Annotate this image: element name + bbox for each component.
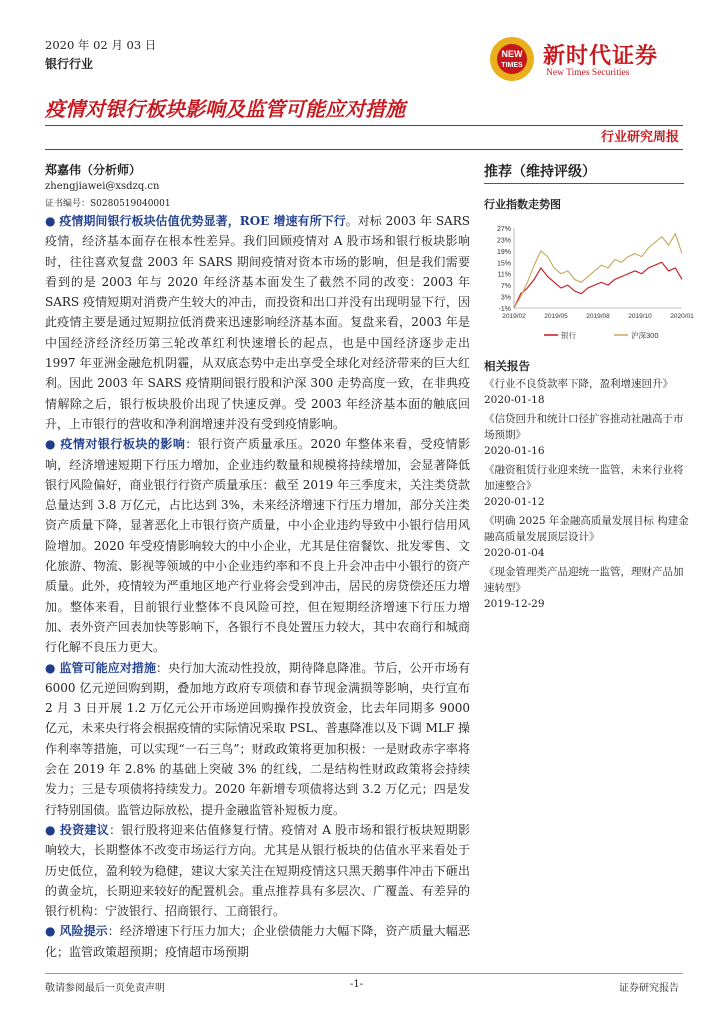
section-impact (45, 434, 470, 657)
report-link[interactable]: 《现金管理类产品迎统一监管，理财产品加速转型》 (484, 566, 684, 594)
x-tick-label: 2019/10 (628, 313, 652, 320)
related-reports-title: 相关报告 (484, 359, 530, 373)
bullet-icon: ● (45, 437, 56, 452)
report-date: 2020-01-18 (484, 394, 545, 406)
related-report-item[interactable] (484, 462, 689, 510)
y-tick-label: -1% (498, 306, 511, 313)
report-link[interactable]: 《信贷回升和统计口径扩容推动社融高于市场预期》 (484, 413, 684, 441)
header-divider (45, 125, 683, 126)
report-type: 行业研究周报 (600, 130, 679, 145)
sector-label: 银行行业 (45, 57, 94, 71)
section-advice (45, 820, 470, 921)
related-reports-list (484, 376, 689, 615)
section-body: ：银行股将迎来估值修复行情。疫情对 A 股市场和银行板块短期影响较大，长期整体不改变市场运行方向。尤其是从银行板块的估值水平来看处于历史低位，盈利较为稳健，建议大家关注在短期疫情这只黑天鹅事件冲击下砸出的黄金坑，长期迎来较好的配置机会。重点推荐具有多层次、广覆盖、有差异的银行机构：宁波银行、招商银行、工商银行。 (45, 822, 470, 919)
page-number: -1- (350, 979, 364, 990)
footer-label: 证券研究报告 (619, 983, 679, 994)
analyst-email[interactable]: zhengjiawei@xsdzq.cn (45, 181, 160, 192)
section-heading: 风险提示 (59, 924, 108, 939)
x-tick-label: 2019/02 (502, 313, 526, 320)
report-title: 疫情对银行板块影响及监管可能应对措施 (45, 97, 405, 121)
section-heading: 监管可能应对措施 (59, 660, 157, 675)
y-tick-label: 3% (500, 294, 511, 302)
section-heading: 疫情期间银行板块估值优势显著，ROE 增速有所下行 (59, 214, 346, 228)
bullet-icon: ● (45, 924, 56, 939)
y-tick-label: 19% (496, 248, 511, 256)
bullet-icon: ● (45, 660, 56, 675)
chart-heading: 行业指数走势图 (484, 198, 561, 211)
report-date: 2020 年 02 月 03 日 (45, 38, 157, 52)
bullet-icon: ● (45, 214, 56, 228)
series-line (514, 262, 682, 308)
report-link[interactable]: 《融资租赁行业迎来统一监管，未来行业将加速整合》 (484, 464, 684, 492)
y-tick-label: 15% (496, 260, 511, 268)
index-trend-chart (484, 222, 694, 352)
main-content (45, 211, 470, 962)
footer-divider (45, 973, 683, 974)
x-tick-label: 2019/08 (586, 313, 610, 320)
report-date: 2020-01-16 (484, 445, 545, 457)
footer-disclaimer[interactable]: 敬请参阅最后一页免责声明 (45, 983, 165, 994)
report-date: 2019-12-29 (484, 598, 545, 610)
analyst-name: 郑嘉伟（分析师） (45, 163, 142, 177)
y-tick-label: 27% (496, 226, 511, 233)
logo-mark-bottom: TIMES (501, 62, 523, 69)
y-tick-label: 7% (500, 283, 511, 291)
report-date: 2020-01-04 (484, 547, 545, 559)
company-name: 新时代证券 (543, 43, 659, 69)
section-body: ：央行加大流动性投放，期待降息降准。节后，公开市场有 6000 亿元逆回购到期，叠加地方政府专项债和春节现金满损等影响，央行宣布 2 月 3 日开展 1.2 万亿元公开市场逆回购操作投放资金，比去年同期多 9000 亿元，未来央行将会根据疫情的实际情况采取 PSL、普惠降准以及下调 MLF 操作利率等措施，可以实现“一石三鸟”；财政政策将更加积极：一是财政赤字率将会在 2019 年 2.8% 的基础上突破 3% 的红线，二是结构性财政政策将会持续发力；三是专项债将持续发力。2020 年新增专项债将达到 3.2 万亿元；四是发行特别国债。监管边际放松，提升金融监管补短板力度。 (45, 660, 470, 817)
section-regulation (45, 658, 470, 820)
section-heading: 疫情对银行板块的影响 (60, 437, 186, 452)
logo-mark-top: NEW (501, 49, 523, 59)
related-report-item[interactable] (484, 564, 689, 612)
analyst-cert: 证书编号：S0280519040001 (45, 199, 171, 209)
y-tick-label: 23% (496, 237, 511, 245)
section-valuation (45, 211, 470, 434)
legend-label: 沪深300 (631, 331, 659, 340)
section-body: 。对标 2003 年 SARS 疫情，经济基本面存在根本性差异。我们回顾疫情对 A 股市场和银行板块影响时，往往喜欢复盘 2003 年 SARS 期间疫情对资本市场的影响，但是我们需要看到的是 2003 年与 2020 年经济基本面发生了截然不同的改变：2003 年 SARS 疫情短期对消费产生较大的冲击，而投资和出口并没有出现明显下行，因此疫情主要是通过短期拉低消费来迅速影响经济基本面。复盘来看，2003 年是中国经济经济经历第三轮改革红利快速增长的起点，也是中国经济逐步走出 1997 年亚洲金融危机阴霾，从双底态势中走出享受全球化对经济带来的巨大红利。因此 2003 年 SARS 疫情期间银行股和沪深 300 走势高度一致，在非典疫情解除之后，银行板块股价出现了快速反弹。受 2003 年经济基本面的触底回升，上市银行的营收和净利润增速并没有受到疫情影响。 (45, 214, 470, 431)
related-report-item[interactable] (484, 376, 689, 408)
section-risk (45, 921, 470, 962)
header-divider-2 (45, 149, 683, 150)
sidebar-divider (484, 183, 684, 184)
report-link[interactable]: 《行业不良贷款率下降，盈利增速回升》 (484, 378, 673, 390)
related-report-item[interactable] (484, 411, 689, 459)
report-link[interactable]: 《明确 2025 年金融高质量发展目标 构建金融高质量发展顶层设计》 (484, 515, 689, 543)
legend-label: 银行 (561, 331, 576, 340)
company-name-en: New Times Securities (546, 68, 630, 78)
bullet-icon: ● (45, 822, 56, 837)
rating-label: 推荐（维持评级） (484, 164, 596, 180)
section-heading: 投资建议 (59, 822, 110, 837)
section-body: ：经济增速下行压力加大；企业偿债能力大幅下降，资产质量大幅恶化；监管政策超预期；疫情超市场预期 (45, 924, 470, 959)
x-tick-label: 2020/01 (670, 313, 694, 320)
related-report-item[interactable] (484, 513, 689, 561)
y-tick-label: 11% (497, 271, 511, 279)
section-body: ：银行资产质量承压。2020 年整体来看，受疫情影响，经济增速短期下行压力增加，企业违约数量和规模将持续增加，会显著降低银行风险偏好，商业银行行资产质量承压：截至 2019 年三季度末，关注类贷款总量达到 3.8 万亿元，占比达到 3%，未来经济增速下行压力增加，部分关注类资产质量下降，显著恶化上市银行资产质量，中小企业违约导致中小银行信用风险增加。2020 年受疫情影响较大的中小企业，尤其是住宿餐饮、批发零售、文化旅游、物流、影视等领域的中小企业违约率和不良上升会冲击中小银行的资产质量。此外，疫情较为严重地区地产行业将会受到冲击，居民的房贷偿还压力增加。整体来看，目前银行业整体不良风险可控，但在短期经济增速下行压力增加、表外资产回表加快等影响下，各银行不良处置压力较大，其中农商行和城商行化解不良压力更大。 (45, 437, 470, 655)
report-date: 2020-01-12 (484, 496, 545, 508)
x-tick-label: 2019/05 (544, 313, 568, 320)
